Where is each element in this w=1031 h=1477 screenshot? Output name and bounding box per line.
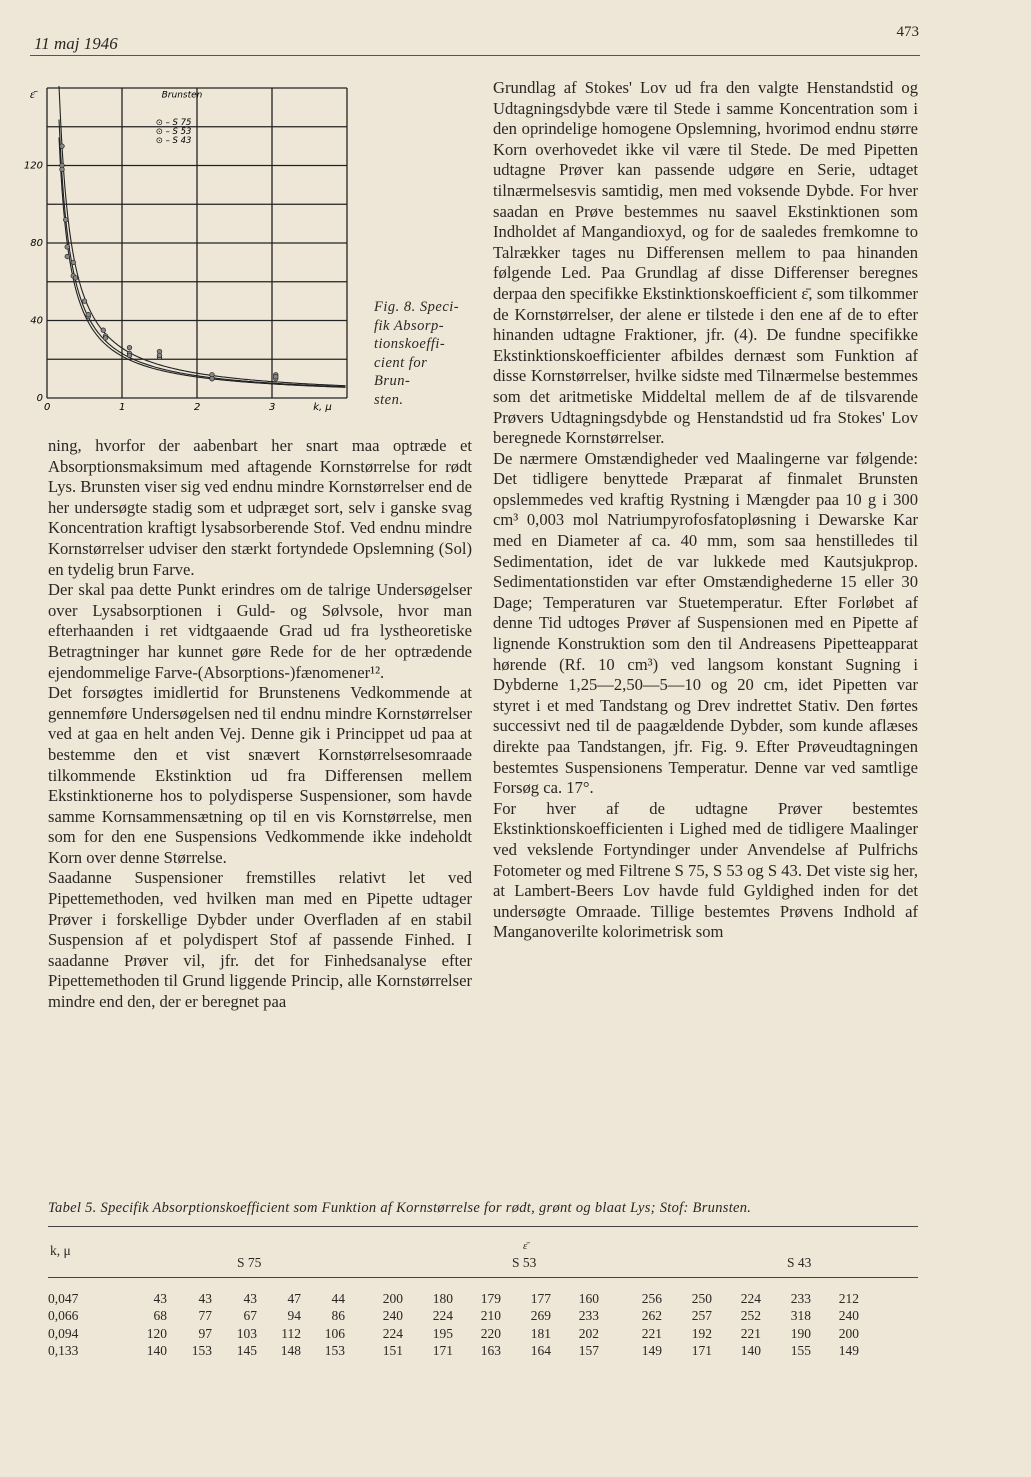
running-header-date: 11 maj 1946 — [34, 34, 118, 53]
data-point — [65, 254, 70, 259]
x-tick-label: 1 — [119, 402, 126, 413]
data-point — [63, 217, 68, 222]
cell-k: 0,047 — [48, 1290, 79, 1306]
table-row — [48, 1290, 859, 1308]
table-cell: 86 — [331, 1308, 345, 1324]
figure-caption-line: Fig. 8. Speci- — [374, 299, 460, 315]
table-cell: 148 — [280, 1343, 301, 1359]
data-point — [127, 345, 132, 350]
table-cell: 43 — [243, 1290, 257, 1306]
page-number: 473 — [896, 24, 919, 40]
x-tick-label: 2 — [194, 402, 201, 413]
table-cell: 112 — [281, 1325, 301, 1341]
table-cell: 257 — [691, 1308, 712, 1324]
fit-curve-s53 — [59, 117, 346, 387]
table-cell: 149 — [641, 1343, 662, 1359]
table-cell: 103 — [236, 1325, 257, 1341]
table-caption: Tabel 5. Specifik Absorptionskoefficient som Funktion af Kornstørrelse for rødt, grønt og blaat Lys; Stof: Brunsten. — [48, 1200, 752, 1216]
table-cell: 220 — [480, 1325, 501, 1341]
table-cell: 262 — [641, 1308, 662, 1324]
table-cell: 212 — [838, 1290, 859, 1306]
data-point — [157, 353, 162, 358]
group-header-s43: S 43 — [787, 1255, 812, 1270]
table-cell: 153 — [324, 1343, 345, 1359]
table-row — [48, 1308, 859, 1326]
y-tick-label: 40 — [30, 315, 43, 327]
table-cell: 224 — [382, 1325, 403, 1341]
data-point — [101, 328, 106, 333]
cell-k: 0,094 — [48, 1325, 79, 1341]
table-cell: 233 — [578, 1308, 599, 1324]
header-rule — [30, 55, 920, 56]
table-cell: 233 — [790, 1290, 811, 1306]
figure-caption-line: fik Absorp- — [374, 317, 445, 334]
table-cell: 221 — [740, 1325, 761, 1341]
table-cell: 151 — [382, 1343, 403, 1359]
figure-caption — [374, 298, 466, 409]
table-cell: 250 — [691, 1290, 712, 1306]
data-point — [73, 276, 78, 281]
figure-chart — [23, 80, 358, 413]
table-cell: 163 — [480, 1343, 501, 1359]
table-cell: 192 — [691, 1325, 712, 1341]
table-cell: 106 — [324, 1325, 345, 1341]
table-cell: 171 — [432, 1343, 453, 1359]
legend-entry: ⊙ – S 75 — [155, 117, 192, 128]
table-cell: 160 — [578, 1290, 599, 1306]
table-cell: 97 — [198, 1325, 212, 1341]
table-cell: 181 — [530, 1325, 551, 1341]
table-cell: 171 — [691, 1343, 712, 1359]
figure-caption-line: cient for Brun- — [374, 354, 428, 389]
y-tick-label: 80 — [30, 238, 43, 249]
table-cell: 67 — [243, 1308, 257, 1324]
x-tick-label: 0 — [44, 402, 51, 413]
data-point — [65, 245, 70, 250]
table-rule-mid — [48, 1277, 918, 1278]
cell-k: 0,066 — [48, 1308, 79, 1324]
table-cell: 240 — [838, 1308, 859, 1324]
group-header-s75: S 75 — [237, 1255, 262, 1270]
paragraph: For hver af de udtagne Prøver bestemtes Ekstinktionskoefficienten i Lighed med de tidligere Maalinger ved vekslende Fortyndinger under Anvendelse af Pulfrichs Fotometer og med Filtrene S 75, S 53 og S 43. Det viste sig her, at Lambert-Beers Lov havde fuld Gyldighed inden for det undersøgte Omraade. Tillige bestemtes Prøvens Indhold af Manganoverilte kolorimetrisk som — [493, 798, 918, 942]
table-cell: 47 — [287, 1290, 301, 1306]
x-axis-label: k, μ — [313, 402, 332, 413]
table-rule-top — [48, 1226, 918, 1227]
table-cell: 94 — [287, 1308, 301, 1324]
table-cell: 140 — [146, 1343, 167, 1359]
y-tick-label: 120 — [23, 160, 43, 172]
y-axis-label: ε̄ — [30, 87, 35, 101]
cell-k: 0,133 — [48, 1343, 79, 1359]
data-point — [82, 299, 87, 304]
table-cell: 252 — [740, 1308, 761, 1324]
table-cell: 240 — [382, 1308, 403, 1324]
table-cell: 180 — [432, 1290, 453, 1306]
left-column — [48, 436, 472, 1013]
table-cell: 256 — [641, 1290, 662, 1306]
data-point — [210, 376, 215, 381]
paragraph: De nærmere Omstændigheder ved Maalingerne var følgende: Det tidligere benyttede Præparat af finmalet Brunsten opslemmedes ved kraftig Rystning i Mængder paa 10 g i 300 cm³ 0,003 mol Natriumpyrofosfatopløsning i Dewarske Kar med en Diameter af ca. 40 mm, som saa henstilledes til Sedimentation, idet de var lukkede med Kautsjukprop. Sedimentationstiden var efter Omstændighederne 15 eller 30 Dage; Temperaturen var Stuetemperatur. Efter Forløbet af denne Tid udtoges Prøver af Suspensionen med en Pipette af lignende Konstruktion som den til Andreasens Pipetteapparat hørende (Rf. 10 cm³) ved langsom konstant Sugning i Dybderne 1,25—2,50—5—10 og 20 cm, idet Pipetten var styret i et med Tandstang og Drev indrettet Stativ. Den førtes successivt ned til de paagældende Dybder, som kunde aflæses direkte paa Tandstangen, jfr. Fig. 9. Efter Prøveudtagningen bestemtes Suspensionens Temperatur. Denne var ved samtlige Forsøg ca. 17°. — [493, 448, 918, 798]
data-point — [60, 144, 65, 149]
table-cell: 77 — [198, 1308, 212, 1324]
table-cell: 318 — [790, 1308, 811, 1324]
table-cell: 202 — [578, 1325, 599, 1341]
data-point — [273, 374, 278, 379]
table-cell: 155 — [790, 1343, 811, 1359]
table-cell: 157 — [578, 1343, 599, 1359]
paragraph: Grundlag af Stokes' Lov ud fra den valgte Henstandstid og Udtagningsdybde være til Stede i samme Koncentration som i den oprindelige homogene Opslemning, hvorimod endnu større Korn overhovedet ikke vil være til Stede. De med Pipetten udtagne Prøver kan passende udgøre en Serie, udtaget tilnærmelsesvis samtidig, men med voksende Dybde. For hver saadan en Prøve bestemmes nu saavel Ekstinktionen som Indholdet af Mangandioxyd, og for de saaledes fremkomne to Talrækker tages nu Differensen mellem to paa hinanden følgende Led. Paa Grundlag af disse Differenser beregnes derpaa den specifikke Ekstinktionskoefficient ε̄, som tilkommer de Kornstørrelser, der alene er tilstede i den ene af de to efter hinanden udtagne Fraktioner, jfr. (4). De fundne specifikke Ekstinktionskoefficienter afbildes dernæst som Funktion af disse Kornstørrelser, hvilke sidste med Tilnærmelse bestemmes som det aritmetiske Middeltal mellem de af de tilsvarende Prøvers Udtagningsdybde og Henstandstid ud fra Stokes' Lov beregnede Kornstørrelser. — [493, 78, 918, 448]
table-cell: 269 — [530, 1308, 551, 1324]
chart-title: Brunsten — [161, 90, 203, 101]
epsilon-label: ε̄ — [523, 1240, 528, 1252]
table-cell: 120 — [146, 1325, 167, 1341]
paragraph: Der skal paa dette Punkt erindres om de talrige Undersøgelser over Lysabsorptionen i Guld- og Sølvsole, hvor man efterhaanden i ret vidtgaaende Grad ud fra lystheoretiske Betragtninger har kunnet gøre Rede for de her optrædende ejendommelige Farve-(Absorptions-)fænomener¹². — [48, 580, 472, 682]
table-cell: 210 — [480, 1308, 501, 1324]
figure-caption-line: tionskoeffi- — [374, 336, 446, 352]
table-cell: 200 — [382, 1290, 403, 1306]
paragraph: Det forsøgtes imidlertid for Brunstenens Vedkommende at gennemføre Undersøgelsen ned til endnu mindre Kornstørrelser ved at gaa en helt anden Vej. Denne gik i Princippet ud paa at bestemme den et vist snævert Kornstørrelsesomraade tilkommende Ekstinktion ud fra Differensen mellem Ekstinktionerne hos to polydisperse Suspensioner, som havde samme Kornsammensætning op til en vis Kornstørrelse, men som for den ene Suspensions Vedkommende ikke indeholdt Korn over denne Størrelse. — [48, 683, 472, 867]
table-cell: 190 — [790, 1325, 811, 1341]
table-cell: 224 — [432, 1308, 453, 1324]
table-cell: 43 — [153, 1290, 167, 1306]
data-point — [60, 167, 65, 172]
paragraph: Saadanne Suspensioner fremstilles relativt let ved Pipettemethoden, ved hvilken man med en Pipette udtager Prøver i forskellige Dybder under Overfladen af en stabil Suspension af et polydispert Stof af passende Finhed. I saadanne Prøver vil, jfr. det for Finhedsanalyse efter Pipettemethoden til Grund liggende Princip, alle Kornstørrelser mindre end den, der er beregnet paa — [48, 868, 472, 1012]
table-cell: 200 — [838, 1325, 859, 1341]
data-table — [48, 1290, 859, 1360]
table-cell: 140 — [740, 1343, 761, 1359]
figure-caption-line: sten. — [374, 391, 404, 408]
table-cell: 43 — [198, 1290, 212, 1306]
table-cell: 145 — [236, 1343, 257, 1359]
table-cell: 68 — [153, 1308, 167, 1324]
table-row-header: k, μ — [50, 1243, 71, 1258]
data-point — [103, 336, 108, 341]
table-cell: 44 — [331, 1290, 345, 1306]
data-point — [86, 312, 91, 317]
group-header-s53: S 53 — [512, 1255, 537, 1270]
table-row — [48, 1343, 859, 1361]
table-cell: 164 — [530, 1343, 551, 1359]
table-cell: 195 — [432, 1325, 453, 1341]
legend-entry: ⊙ – S 53 — [155, 126, 192, 137]
table-cell: 221 — [641, 1325, 662, 1341]
table-row — [48, 1325, 859, 1343]
table-cell: 179 — [480, 1290, 501, 1306]
right-column — [493, 78, 918, 943]
table-cell: 177 — [530, 1290, 551, 1306]
x-tick-label: 3 — [269, 402, 276, 413]
table-cell: 224 — [740, 1290, 761, 1306]
y-tick-label: 0 — [36, 393, 43, 404]
fit-curve-s43 — [59, 135, 346, 388]
table-cell: 153 — [191, 1343, 212, 1359]
table-cell: 149 — [838, 1343, 859, 1359]
data-point — [127, 353, 132, 358]
data-point — [71, 260, 76, 265]
legend-entry: ⊙ – S 43 — [155, 135, 192, 146]
paragraph: ning, hvorfor der aabenbart her snart maa optræde et Absorptionsmaksimum med aftagende Kornstørrelse for rødt Lys. Brunsten viser sig ved endnu mindre Kornstørrelser end de her undersøgte stadig som et udpræget sort, selv i ganske svag Koncentration kraftigt lysabsorberende Stof. Ved endnu mindre Kornstørrelser udviser den stærkt fortyndede Opslemning (Sol) en tydelig brun Farve. — [48, 436, 472, 579]
